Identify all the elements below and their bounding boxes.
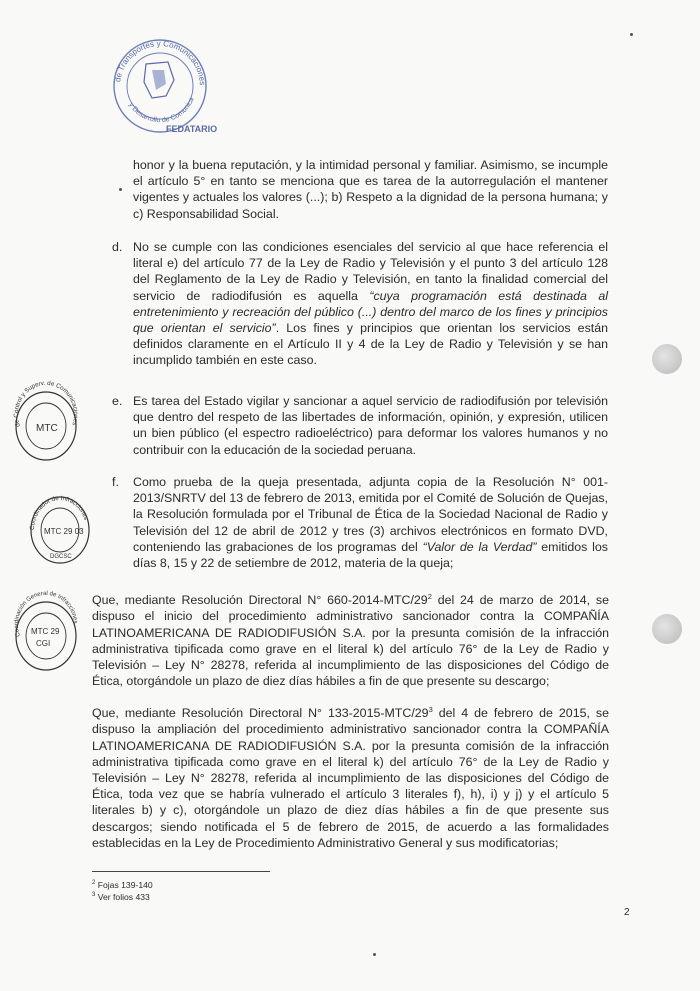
footnote-num: 3 (92, 892, 96, 898)
seal-ring-text: de Transportes y Comunicaciones (113, 38, 208, 86)
fedatario-seal (106, 31, 218, 134)
item-text-e: Es tarea del Estado vigilar y sancionar a aquel servicio de radiodifusión por televisión que dentro del respeto de las libertades de información, opinión, y expresión, utilicen un bien público (el espectro radioeléctrico) para deformar los valores humanos y no contribuir con la educación de la sociedad peruana. (133, 394, 608, 457)
item-quote-f: “Valor de la Verdad” (422, 539, 537, 554)
seal-center-text: MTC 29 03 (44, 527, 84, 536)
svg-text:Coordinador de Infracciones (29, 495, 89, 530)
punch-hole (652, 614, 682, 644)
footnote-ref-3: 3 (428, 705, 433, 714)
seal-ring-text: de Control y Superv. de Comunicaciones (12, 379, 80, 428)
footnote-ref-2: 2 (427, 592, 432, 601)
item-text-f-a: Como prueba de la queja presentada, adjunta copia de la Resolución N° 001-2013/SNRTV del 13 de febrero de 2013, emitida por el Comité de Solución de Quejas, la Resolución formulada por el Tribunal de Ética de la Sociedad Nacional de Radio y Televisión del 12 de abril de 2012 y tres (3) archivos electrónicos en formato DVD, conteniendo las grabaciones de los programas del (133, 475, 608, 554)
seal-ring-text: Coordinador de Infracciones (28, 494, 90, 531)
item-text-d-a: No se cumple con las condiciones esenciales del servicio al que hace referencia el literal e) del artículo 77 de la Ley de Radio y Televisión y el punto 3 del artículo 128 del Reglamento de la Ley de Radio y Televisión, en tanto la finalidad comercial del servicio de radiodifusión es aquella (133, 240, 608, 303)
paragraph-resolution-133 (92, 702, 609, 851)
item-label-e: e. (112, 394, 123, 408)
seal-bottom-text: DGCSC (50, 554, 72, 560)
item-label-f: f. (112, 475, 119, 489)
speck (119, 188, 122, 191)
seal-inner-text: FEDATARIO (166, 124, 218, 134)
paragraph-2-after: del 4 de febrero de 2015, se dispuso la ampliación del procedimiento administrativo sancionador contra la COMPAÑÍA LATINOAMERICANA DE RADIODIFUSIÓN S.A. por la presunta comisión de la infracción administrativa tipificada como grave en el literal k) del artículo 76° de la Ley de Radio y Televisión – Ley N° 28278, referida al incumplimiento de las disposiciones del Código de Ética, toda vez que se habría vulnerado el artículo 3 literales f), h), i) y j) y el artículo 5 literales b) y c), otorgándole un plazo de diez días hábiles a fin de que presente sus descargos; siendo notificada el 5 de febrero de 2015, de acuerdo a las formalidades establecidas en la Ley de Procedimiento Administrativo General y sus modificatorias; (92, 706, 609, 850)
footnote-text: Fojas 139-140 (97, 879, 153, 890)
item-text-d-b: . Los fines y principios que orientan los servicios están definidos claramente en el Artículo II y 4 de la Ley de Radio y Televisión y se han incumplido también en este caso. (133, 321, 608, 368)
speck (630, 33, 633, 36)
cgi-seal (13, 590, 78, 672)
paragraph-1-before: Que, mediante Resolución Directoral N° 660-2014-MTC/29 (92, 593, 428, 608)
footnote-num: 2 (92, 880, 96, 886)
item-continuation-text: honor y la buena reputación, y la intimidad personal y familiar. Asimismo, se incumple el artículo 5° en tanto se menciona que es tarea de la autorregulación el mantener vigentes y actuales los valores (...); b) Respeto a la dignidad de la persona humana; y c) Responsabilidad Social. (133, 158, 608, 221)
seal-center-text-2: CGI (36, 639, 51, 648)
item-text-f-b: emitidos los días 8, 15 y 22 de setiembre de 2012, materia de la queja; (133, 539, 608, 571)
page-number: 2 (624, 907, 630, 918)
footnote-3 (92, 890, 150, 903)
paragraph-2-before: Que, mediante Resolución Directoral N° 133-2015-MTC/29 (92, 706, 429, 721)
footnote-text: Ver folios 433 (97, 891, 150, 902)
seal-ring-text: Coordinación General de Infracciones (13, 590, 78, 638)
coordinador-seal (28, 492, 92, 566)
item-quote-d: “cuya programación está destinada al entretenimiento y recreación del público (...) dentro del marco de los fines y principios que orientan el servicio” (133, 288, 608, 336)
seal-center-text: MTC 29 (31, 627, 60, 636)
footnote-2 (92, 878, 153, 891)
mtc-control-seal (12, 379, 80, 464)
paragraph-1-after: del 24 de marzo de 2014, se dispuso el inicio del procedimiento administrativo sancionador contra la COMPAÑÍA LATINOAMERICANA DE RADIODIFUSIÓN S.A. por la presunta comisión de la infracción administrativa tipificada como grave en el literal k) del artículo 76° de la Ley de Radio y Televisión – Ley N° 28278, referida al incumplimiento de las disposiciones del Código de Ética, otorgándole un plazo de diez días hábiles a fin de que presente su descargo; (92, 593, 609, 689)
paragraph-resolution-660 (92, 589, 609, 689)
item-label-d: d. (112, 240, 123, 254)
speck (373, 953, 376, 956)
footnote-separator (92, 871, 270, 872)
item-text-f (133, 474, 608, 571)
punch-hole (652, 344, 682, 374)
item-text-d (133, 239, 608, 369)
seal-center-text: MTC (36, 423, 58, 434)
seal-ring-text-2: y Desarrollo de Comunicaciones (106, 31, 196, 125)
